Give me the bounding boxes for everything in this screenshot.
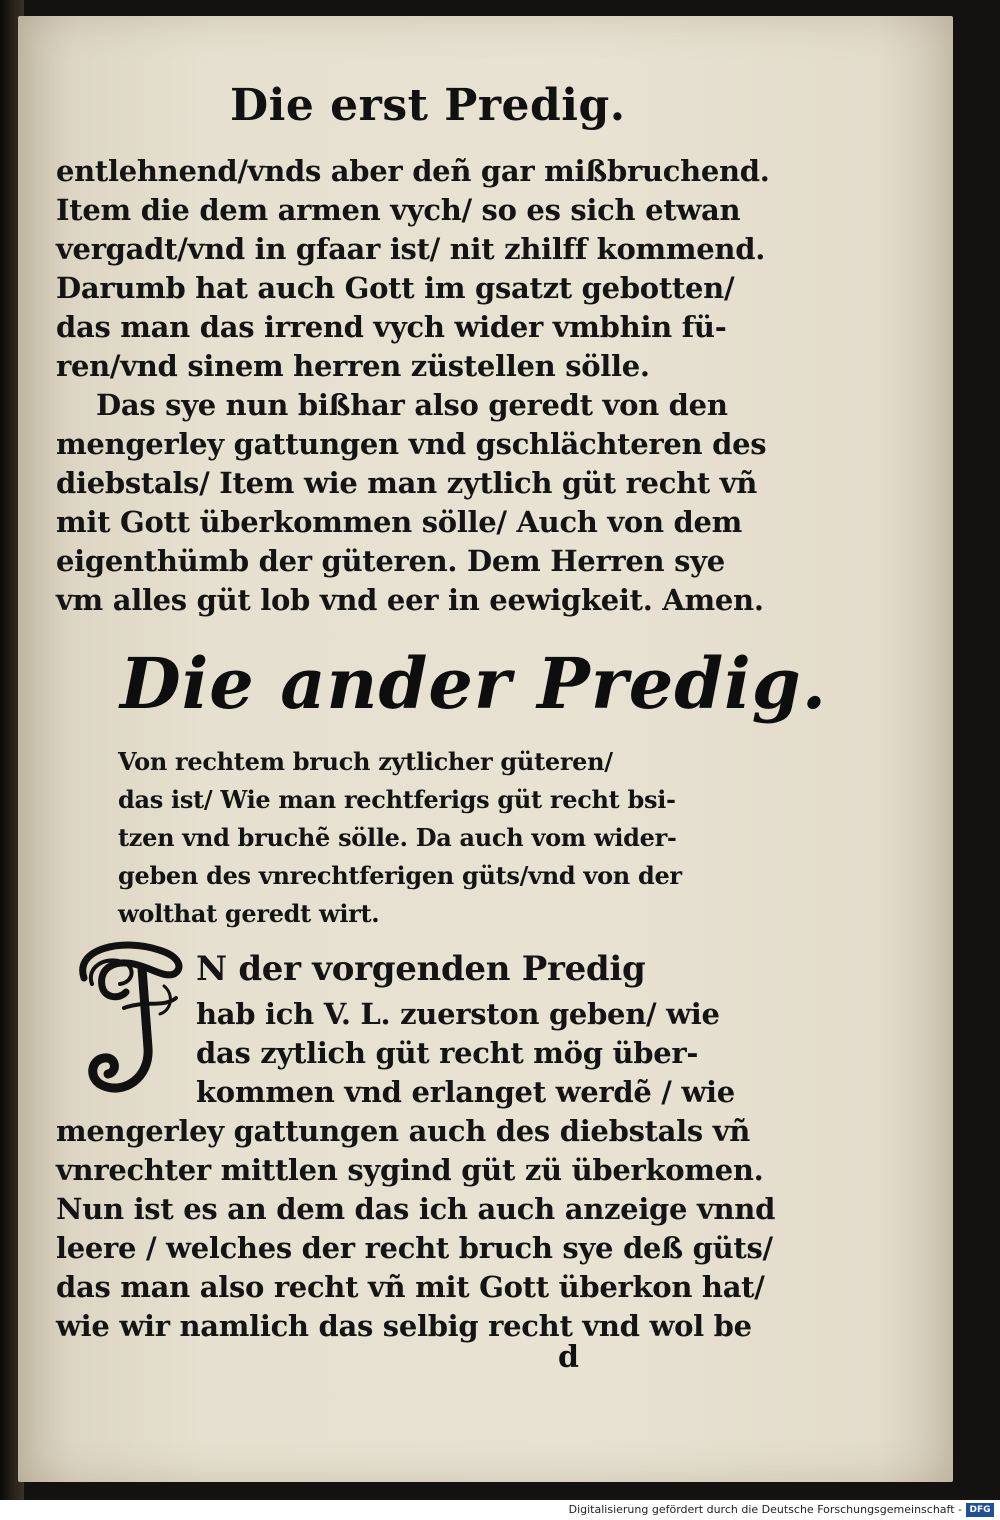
- dfg-logo: DFG: [966, 1503, 994, 1517]
- summary-line: Von rechtem bruch zytlicher güteren/: [118, 747, 613, 776]
- text-line: leere / welches der recht bruch sye deß güts/: [56, 1231, 773, 1265]
- summary-line: wolthat geredt wirt.: [118, 899, 380, 928]
- text-line: Nun ist es an dem das ich auch anzeige vnnd: [56, 1192, 776, 1226]
- text-line: Darumb hat auch Gott im gsatzt gebotten/: [56, 271, 735, 305]
- text-line: das man das irrend vych wider vmbhin fü-: [56, 310, 727, 344]
- text-line: entlehnend/vnds aber deñ gar mißbruchend.: [56, 154, 770, 188]
- text-line: eigenthümb der güteren. Dem Herren sye: [56, 544, 725, 578]
- catchword: d: [558, 1340, 579, 1375]
- text-line: N der vorgenden Predig: [196, 949, 646, 989]
- text-line: Item die dem armen vych/ so es sich etwan: [56, 193, 741, 227]
- text-line: ren/vnd sinem herren züstellen sölle.: [56, 349, 650, 383]
- summary-line: geben des vnrechtferigen güts/vnd von der: [118, 861, 682, 890]
- running-head: Die erst Predig.: [230, 80, 626, 131]
- text-line: kommen vnd erlanget werdẽ / wie: [196, 1075, 735, 1109]
- funding-notice: Digitalisierung gefördert durch die Deutsche Forschungsgemeinschaft -: [568, 1503, 962, 1516]
- text-line: vnrechter mittlen sygind güt zü überkomen.: [56, 1153, 764, 1187]
- text-line: mengerley gattungen vnd gschlächteren des: [56, 427, 767, 461]
- text-line: vm alles güt lob vnd eer in eewigkeit. Amen.: [56, 583, 764, 617]
- text-line: Das sye nun bißhar also geredt von den: [96, 388, 728, 422]
- summary-line: tzen vnd bruchẽ sölle. Da auch vom wider-: [118, 823, 677, 852]
- decorated-initial-i: [64, 938, 188, 1098]
- summary-line: das ist/ Wie man rechtferigs güt recht bsi-: [118, 785, 676, 814]
- text-line: vergadt/vnd in gfaar ist/ nit zhilff kommend.: [56, 232, 765, 266]
- text-line: das zytlich güt recht mög über-: [196, 1036, 699, 1070]
- footer-bar: [0, 1500, 1000, 1520]
- section-title: Die ander Predig.: [120, 642, 828, 725]
- text-line: hab ich V. L. zuerston geben/ wie: [196, 997, 720, 1031]
- text-line: diebstals/ Item wie man zytlich güt recht vñ: [56, 466, 758, 500]
- text-line: wie wir namlich das selbig recht vnd wol be: [56, 1309, 752, 1343]
- text-line: mit Gott überkommen sölle/ Auch von dem: [56, 505, 743, 539]
- text-line: das man also recht vñ mit Gott überkon hat/: [56, 1270, 765, 1304]
- text-line: mengerley gattungen auch des diebstals vñ: [56, 1114, 751, 1148]
